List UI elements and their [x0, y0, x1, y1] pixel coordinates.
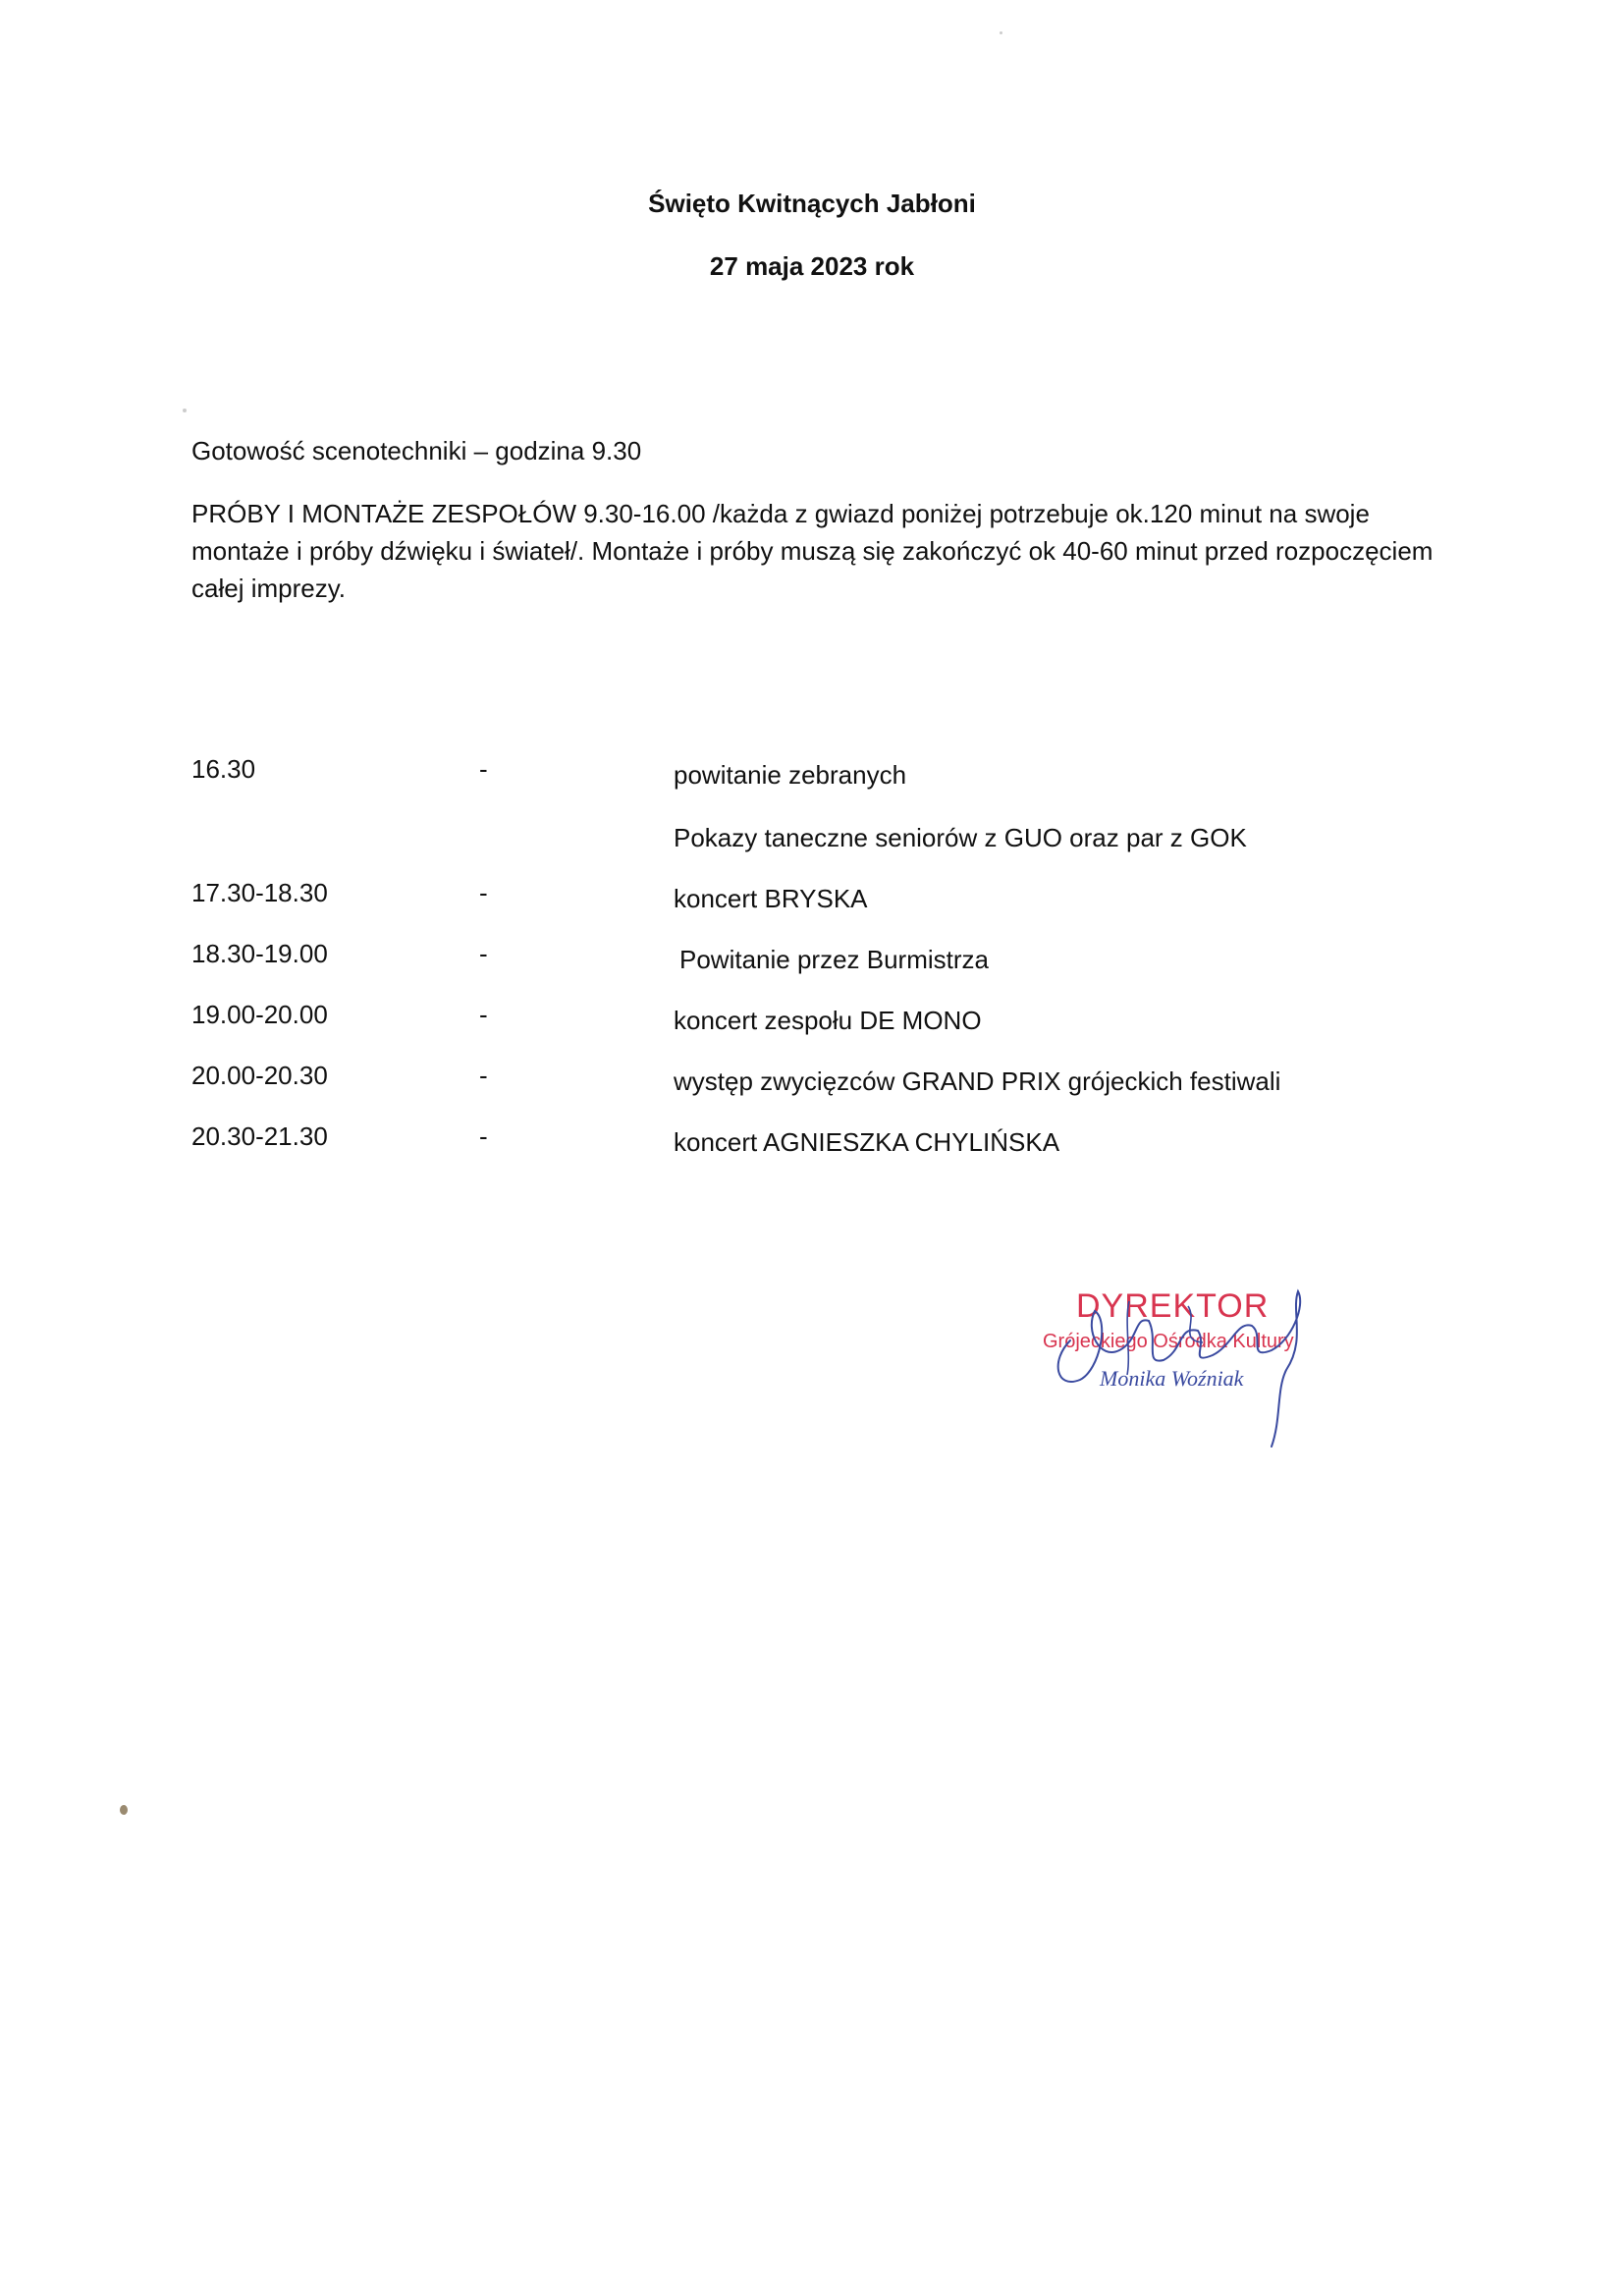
handwritten-signature — [1041, 1282, 1335, 1449]
schedule-dash: - — [479, 754, 488, 784]
schedule-dash: - — [479, 1121, 488, 1151]
schedule-time: 18.30-19.00 — [191, 939, 328, 968]
rehearsal-note: PRÓBY I MONTAŻE ZESPOŁÓW 9.30-16.00 /każda z gwiazd poniżej potrzebuje ok.120 minut na swoje montaże i próby dźwięku i świateł/. Montaże i próby muszą się zakończyć ok 40-60 minut przed rozpoczęciem całej imprezy. — [191, 499, 1434, 603]
schedule-time: 19.00-20.00 — [191, 1000, 328, 1029]
schedule-dash: - — [479, 1000, 488, 1029]
schedule-dash: - — [479, 1061, 488, 1090]
paper-speck — [183, 409, 187, 412]
document-date: 27 maja 2023 rok — [709, 251, 915, 281]
schedule-event: koncert zespołu DE MONO — [674, 1006, 982, 1035]
schedule-row — [0, 939, 1624, 978]
schedule-row — [0, 1000, 1624, 1039]
schedule-time: 16.30 — [191, 754, 256, 784]
stamp-name: Monika Woźniak — [1100, 1366, 1244, 1391]
schedule-row — [0, 878, 1624, 917]
stamp-title: DYREKTOR — [1076, 1287, 1270, 1325]
document-title: Święto Kwitnących Jabłoni — [648, 189, 976, 218]
schedule-event: występ zwycięzców GRAND PRIX grójeckich festiwali — [674, 1066, 1281, 1096]
schedule-event: powitanie zebranych — [674, 760, 907, 790]
schedule-time: 20.00-20.30 — [191, 1061, 328, 1090]
readiness-note: Gotowość scenotechniki – godzina 9.30 — [191, 436, 642, 465]
stamp-subtitle: Grójeckiego Ośrodka Kultury — [1043, 1331, 1294, 1352]
schedule-row — [0, 1061, 1624, 1100]
schedule-event: Pokazy taneczne seniorów z GUO oraz par z GOK — [674, 823, 1247, 852]
schedule-dash: - — [479, 939, 488, 968]
paper-speck — [120, 1805, 128, 1815]
schedule-row — [0, 1121, 1624, 1161]
schedule-event: koncert BRYSKA — [674, 884, 868, 913]
schedule-event: koncert AGNIESZKA CHYLIŃSKA — [674, 1127, 1060, 1157]
paper-speck — [1000, 31, 1002, 34]
schedule-time: 20.30-21.30 — [191, 1121, 328, 1151]
director-stamp — [1041, 1282, 1335, 1449]
schedule-event: Powitanie przez Burmistrza — [679, 945, 989, 974]
schedule-row — [0, 817, 1624, 856]
schedule-time: 17.30-18.30 — [191, 878, 328, 907]
schedule-dash: - — [479, 878, 488, 907]
schedule-row — [0, 754, 1624, 793]
